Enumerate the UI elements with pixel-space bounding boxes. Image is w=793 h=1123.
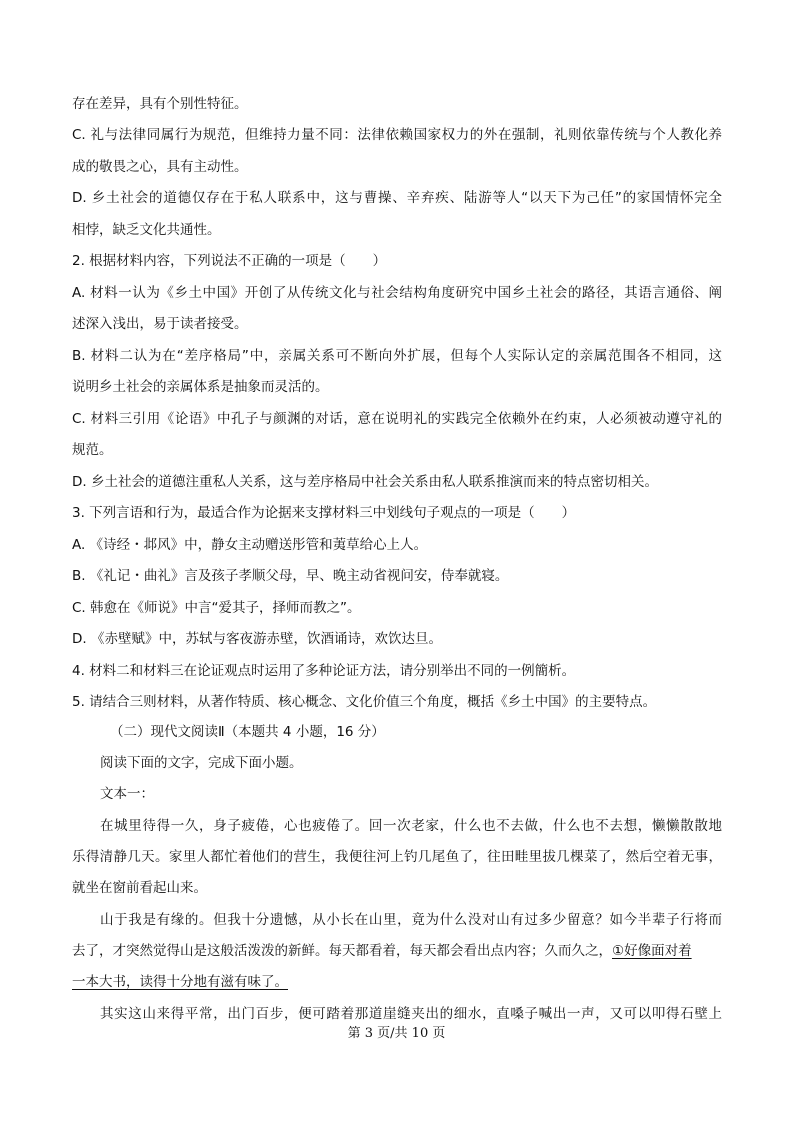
paragraph-2-line-2-text: 去了，才突然觉得山是这般活泼泼的新鲜。每天都看着，每天都会看出点内容；久而久之， <box>72 943 612 959</box>
underlined-sentence-part-1: ①好像面对着 <box>612 943 692 959</box>
paragraph-2-line-1: 山于我是有缘的。但我十分遗憾，从小长在山里，竟为什么没对山有过多少留意？如今半辈子行将而 <box>100 912 722 928</box>
q2-option-b-line-2: 说明乡土社会的亲属体系是抽象而灵活的。 <box>72 379 329 395</box>
option-d-line-1: D. 乡土社会的道德仅存在于私人联系中，这与曹操、辛弃疾、陆游等人“以天下为己任”的家国情怀完全 <box>72 190 722 206</box>
paragraph-1-line-1: 在城里待得一久，身子疲倦，心也疲倦了。回一次老家，什么也不去做，什么也不去想，懒懒散散地 <box>100 818 722 834</box>
text-line: 存在差异，具有个别性特征。 <box>72 96 248 112</box>
paragraph-3-line-1: 其实这山来得平常，出门百步，便可踏着那道崖缝夹出的细水，直嗓子喊出一声，又可以叩得石壁上 <box>100 1006 722 1022</box>
option-c-line-1: C. 礼与法律同属行为规范，但维持力量不同：法律依赖国家权力的外在强制，礼则依靠传统与个人教化养 <box>72 127 722 143</box>
paragraph-2-line-2 <box>72 941 722 961</box>
option-c-line-2: 成的敬畏之心，具有主动性。 <box>72 159 248 175</box>
question-4: 4. 材料二和材料三在论证观点时运用了多种论证方法，请分别举出不同的一例簡析。 <box>72 663 576 679</box>
q2-option-a-line-2: 述深入浅出，易于读者接受。 <box>72 316 248 332</box>
q3-option-c: C. 韩愈在《师说》中言“爱其子，择师而教之”。 <box>72 600 361 616</box>
text-label: 文本一： <box>100 786 154 802</box>
q3-option-a: A. 《诗经・邶风》中，静女主动赠送彤管和荑草给心上人。 <box>72 537 428 553</box>
paragraph-1-line-2: 乐得清静几天。家里人都忙着他们的营生，我便往河上钓几尾鱼了，往田畦里拔几棵菜了，然后空着无事， <box>72 849 722 865</box>
question-5: 5. 请结合三则材料，从著作特质、核心概念、文化价值三个角度，概括《乡土中国》的主要特点。 <box>72 694 657 710</box>
question-3: 3. 下列言语和行为，最适合作为论据来支撑材料三中划线句子观点的一项是（ ） <box>72 505 576 521</box>
question-2: 2. 根据材料内容，下列说法不正确的一项是（ ） <box>72 253 387 269</box>
paragraph-2-line-3 <box>72 972 722 992</box>
underlined-sentence-part-2: 一本大书，读得十分地有滋有味了。 <box>72 974 288 990</box>
q2-option-d: D. 乡土社会的道德注重私人关系，这与差序格局中社会关系由私人联系推演而来的特点密切相关。 <box>72 474 658 490</box>
q3-option-b: B. 《礼记・曲礼》言及孩子孝顺父母，早、晚主动省视问安，侍奉就寝。 <box>72 568 509 584</box>
q2-option-c-line-2: 规范。 <box>72 442 113 458</box>
section-heading: （二）现代文阅读Ⅱ（本题共 4 小题，16 分） <box>110 724 385 740</box>
option-d-line-2: 相悖，缺乏文化共通性。 <box>72 222 221 238</box>
q2-option-c-line-1: C. 材料三引用《论语》中孔子与颜渊的对话，意在说明礼的实践完全依赖外在约束，人必须被动遵守礼的 <box>72 411 722 427</box>
q2-option-b-line-1: B. 材料二认为在“差序格局”中，亲属关系可不断向外扩展，但每个人实际认定的亲属范围各不相同，这 <box>72 348 722 364</box>
paragraph-1-line-3: 就坐在窗前看起山来。 <box>72 880 207 896</box>
instruction: 阅读下面的文字，完成下面小题。 <box>100 755 303 771</box>
q3-option-d: D. 《赤壁赋》中，苏轼与客夜游赤壁，饮酒诵诗，欢饮达旦。 <box>72 631 442 647</box>
q2-option-a-line-1: A. 材料一认为《乡土中国》开创了从传统文化与社会结构角度研究中国乡土社会的路径，其语言通俗、阐 <box>72 285 722 301</box>
page-footer: 第 3 页/共 10 页 <box>347 1026 446 1041</box>
